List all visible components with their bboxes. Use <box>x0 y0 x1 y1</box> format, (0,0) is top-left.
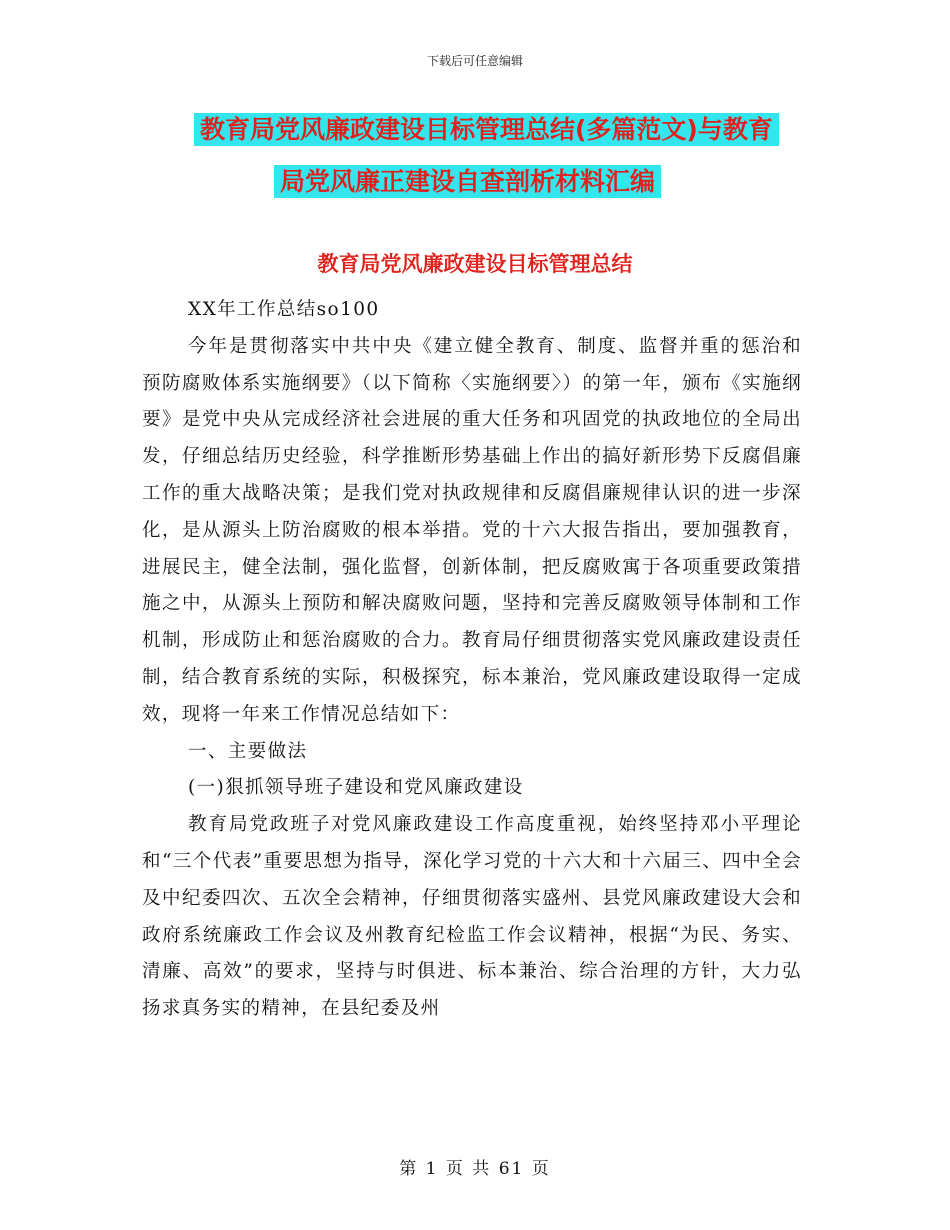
heading-main-practices: 一、主要做法 <box>188 740 308 762</box>
paragraph-year-summary: XX年工作总结so100 <box>188 299 380 320</box>
section-title: 教育局党风廉政建设目标管理总结 <box>317 252 633 276</box>
paragraph-intro: 今年是贯彻落实中共中央《建立健全教育、制度、监督并重的惩治和预防腐败体系实施纲要》（以下简称〈实施纲要〉）的第一年，颁布《实施纲要》是党中央从完成经济社会进展的重大任务和巩固党的执政地位的全局出发，仔细总结历史经验，科学推断形势基础上作出的搞好新形势下反腐倡廉工作的重大战略决策；是我们党对执政规律和反腐倡廉规律认识的进一步深化，是从源头上防治腐败的根本举措。党的十六大报告指出，要加强教育，进展民主，健全法制，强化监督，创新体制，把反腐败寓于各项重要政策措施之中，从源头上预防和解决腐败问题，坚持和完善反腐败领导体制和工作机制，形成防止和惩治腐败的合力。教育局仔细贯彻落实党风廉政建设责任制，结合教育系统的实际，积极探究，标本兼治，党风廉政建设取得一定成效，现将一年来工作情况总结如下： <box>142 335 802 725</box>
paragraph-leadership: 教育局党政班子对党风廉政建设工作高度重视，始终坚持邓小平理论和“三个代表”重要思想为指导，深化学习党的十六大和十六届三、四中全会及中纪委四次、五次全会精神，仔细贯彻落实盛州、县党风廉政建设大会和政府系统廉政工作会议及州教育纪检监工作会议精神，根据“为民、务实、清廉、高效”的要求，坚持与时俱进、标本兼治、综合治理的方针，大力弘扬求真务实的精神，在县纪委及州 <box>142 814 802 1020</box>
document-title <box>180 110 820 202</box>
page-footer: 第 1 页 共 61 页 <box>399 1159 551 1179</box>
title-line-1: 教育局党风廉政建设目标管理总结(多篇范文)与教育 <box>194 113 779 146</box>
body-text <box>142 292 802 1028</box>
header-note: 下载后可任意编辑 <box>426 54 523 68</box>
subheading-leadership: (一)狠抓领导班子建设和党风廉政建设 <box>188 777 524 799</box>
title-line-2: 局党风廉正建设自查剖析材料汇编 <box>274 165 661 198</box>
